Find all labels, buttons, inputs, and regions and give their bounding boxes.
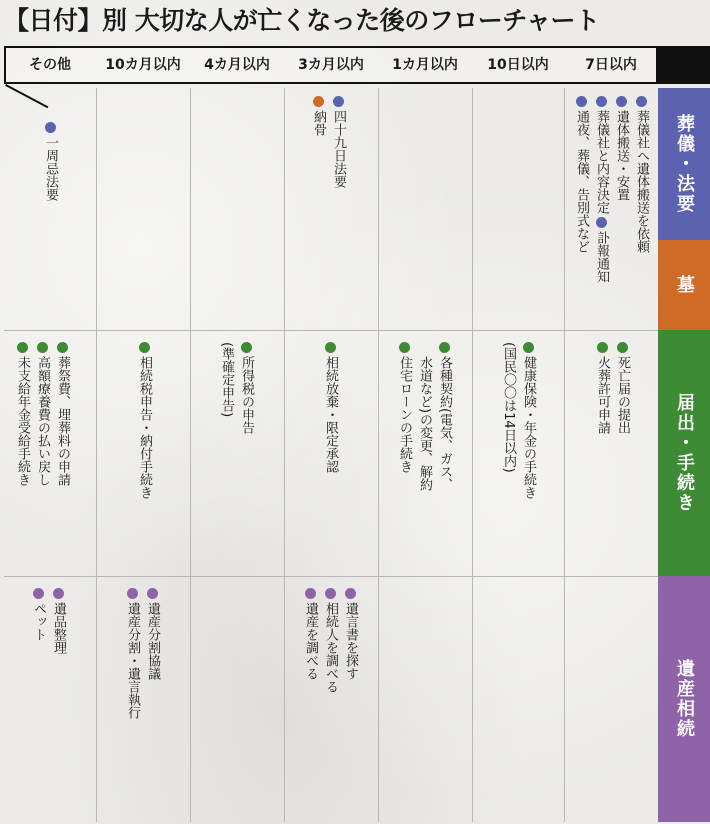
column-divider: [472, 88, 473, 822]
inheritance-3-months-cell: [302, 588, 359, 693]
list-item: [322, 588, 339, 693]
column-divider: [564, 88, 565, 822]
list-item: [436, 342, 453, 491]
blue-dot-icon: [333, 96, 344, 107]
item-text: 訃報通知: [594, 231, 609, 283]
list-item: [322, 342, 339, 473]
list-item: [330, 96, 347, 188]
filing-other-cell: [14, 342, 71, 486]
column-header-3-months: 3カ月以内: [298, 57, 364, 73]
column-header-other: その他: [29, 57, 71, 73]
list-item: [614, 342, 631, 434]
green-dot-icon: [17, 342, 28, 353]
item-text: 遺産分割協議: [145, 602, 160, 680]
green-dot-icon: [597, 342, 608, 353]
item-continuation: 水道など)の変更、解約: [417, 356, 432, 492]
item-text: 遺産分割・遺言執行: [125, 602, 140, 719]
blue-dot-icon: [596, 96, 607, 107]
purple-dot-icon: [33, 588, 44, 599]
inheritance-10-months-cell: [124, 588, 161, 719]
funeral-3-months-cell: [310, 96, 347, 188]
column-header-10-months: 10カ月以内: [105, 57, 181, 73]
column-header: [4, 46, 710, 86]
item-text: 住宅ローンの手続き: [397, 356, 412, 473]
item-text: 相続人を調べる: [323, 602, 338, 693]
blue-dot-icon: [616, 96, 627, 107]
row-divider: [4, 576, 658, 577]
green-dot-icon: [523, 342, 534, 353]
item-text: 一周忌法要: [43, 136, 58, 201]
purple-dot-icon: [305, 588, 316, 599]
purple-dot-icon: [147, 588, 158, 599]
item-text: 火葬許可申請: [595, 356, 610, 434]
green-dot-icon: [439, 342, 450, 353]
filing-10-months-cell: [136, 342, 153, 499]
funeral-7-days-cell: [573, 96, 650, 283]
category-filing: [658, 330, 710, 576]
filing-1-month-cell: [396, 342, 453, 491]
filing-7-days-cell: [594, 342, 631, 434]
category-inheritance: [658, 576, 710, 822]
blue-dot-icon: [636, 96, 647, 107]
category-grave-label: 墓: [674, 275, 695, 295]
list-item: [342, 588, 359, 693]
blue-dot-icon: [45, 122, 56, 133]
list-item: [124, 588, 141, 719]
item-text: 高額療養費の払い戻し: [35, 356, 50, 486]
list-item: [633, 96, 650, 283]
list-item: [30, 588, 47, 654]
item-text: 相続放棄・限定承認: [323, 356, 338, 473]
purple-dot-icon: [345, 588, 356, 599]
item-text: 葬儀社へ遺体搬送を依頼: [634, 110, 649, 253]
green-dot-icon: [399, 342, 410, 353]
item-note: (準確定申告): [219, 342, 234, 418]
category-inheritance-label: 遺産相続: [674, 659, 695, 739]
item-text: 所得税の申告: [239, 356, 254, 434]
green-dot-icon: [241, 342, 252, 353]
list-item: [50, 588, 67, 654]
category-funeral: [658, 88, 710, 240]
item-text: 遺品整理: [51, 602, 66, 654]
item-text: 葬儀社と内容決定: [594, 110, 609, 214]
header-corner: [658, 46, 710, 84]
list-item: [520, 342, 537, 499]
filing-4-months-cell: [218, 342, 255, 434]
filing-3-months-cell: [322, 342, 339, 473]
item-text: 遺産を調べる: [303, 602, 318, 680]
column-header-7-days: 7日以内: [585, 57, 637, 73]
column-header-1-month: 1カ月以内: [392, 57, 458, 73]
item-text: 各種契約(電気、ガス、: [437, 356, 452, 492]
header-diagonal-line: [5, 84, 48, 108]
item-text: 遺言書を探す: [343, 602, 358, 680]
funeral-other-cell: [42, 122, 59, 201]
list-item: [573, 96, 590, 283]
list-item: [310, 96, 327, 188]
list-item: [302, 588, 319, 693]
page-title: 【日付】別 大切な人が亡くなった後のフローチャート: [4, 6, 600, 35]
item-text: 死亡届の提出: [615, 356, 630, 434]
category-grave: [658, 240, 710, 330]
list-item: [42, 122, 59, 201]
category-funeral-label: 葬儀・法要: [674, 114, 695, 214]
inheritance-other-cell: [30, 588, 67, 654]
purple-dot-icon: [127, 588, 138, 599]
green-dot-icon: [139, 342, 150, 353]
list-item: [34, 342, 51, 486]
column-header-10-days: 10日以内: [487, 57, 549, 73]
purple-dot-icon: [325, 588, 336, 599]
item-text: 通夜、葬儀、告別式など: [574, 110, 589, 253]
list-item: [593, 96, 610, 283]
item-text: ペット: [31, 602, 46, 641]
column-divider: [378, 88, 379, 822]
item-text: 健康保険・年金の手続き: [521, 356, 536, 499]
green-dot-icon: [37, 342, 48, 353]
column-divider: [96, 88, 97, 822]
item-text: 四十九日法要: [331, 110, 346, 188]
item-text: 相続税申告・納付手続き: [137, 356, 152, 499]
item-text: 遺体搬送・安置: [614, 110, 629, 201]
item-text: 納骨: [311, 110, 326, 136]
list-item: [594, 342, 611, 434]
purple-dot-icon: [53, 588, 64, 599]
list-item: [144, 588, 161, 719]
green-dot-icon: [617, 342, 628, 353]
blue-dot-icon: [576, 96, 587, 107]
category-filing-label: 届出・手続き: [674, 393, 695, 513]
list-item: [238, 342, 255, 434]
list-item: [396, 342, 413, 491]
column-header-4-months: 4カ月以内: [204, 57, 270, 73]
orange-dot-icon: [313, 96, 324, 107]
item-note: (国民〇〇は14日以内): [501, 342, 516, 473]
item-text: 葬祭費、埋葬料の申請: [55, 356, 70, 486]
green-dot-icon: [325, 342, 336, 353]
filing-10-days-cell: [500, 342, 537, 499]
list-item: [54, 342, 71, 486]
list-item: [136, 342, 153, 499]
blue-dot-icon: [596, 217, 607, 228]
green-dot-icon: [57, 342, 68, 353]
list-item: [14, 342, 31, 486]
list-item: [613, 96, 630, 283]
column-divider: [284, 88, 285, 822]
row-divider: [4, 330, 658, 331]
column-divider: [190, 88, 191, 822]
item-text: 未支給年金受給手続き: [15, 356, 30, 486]
